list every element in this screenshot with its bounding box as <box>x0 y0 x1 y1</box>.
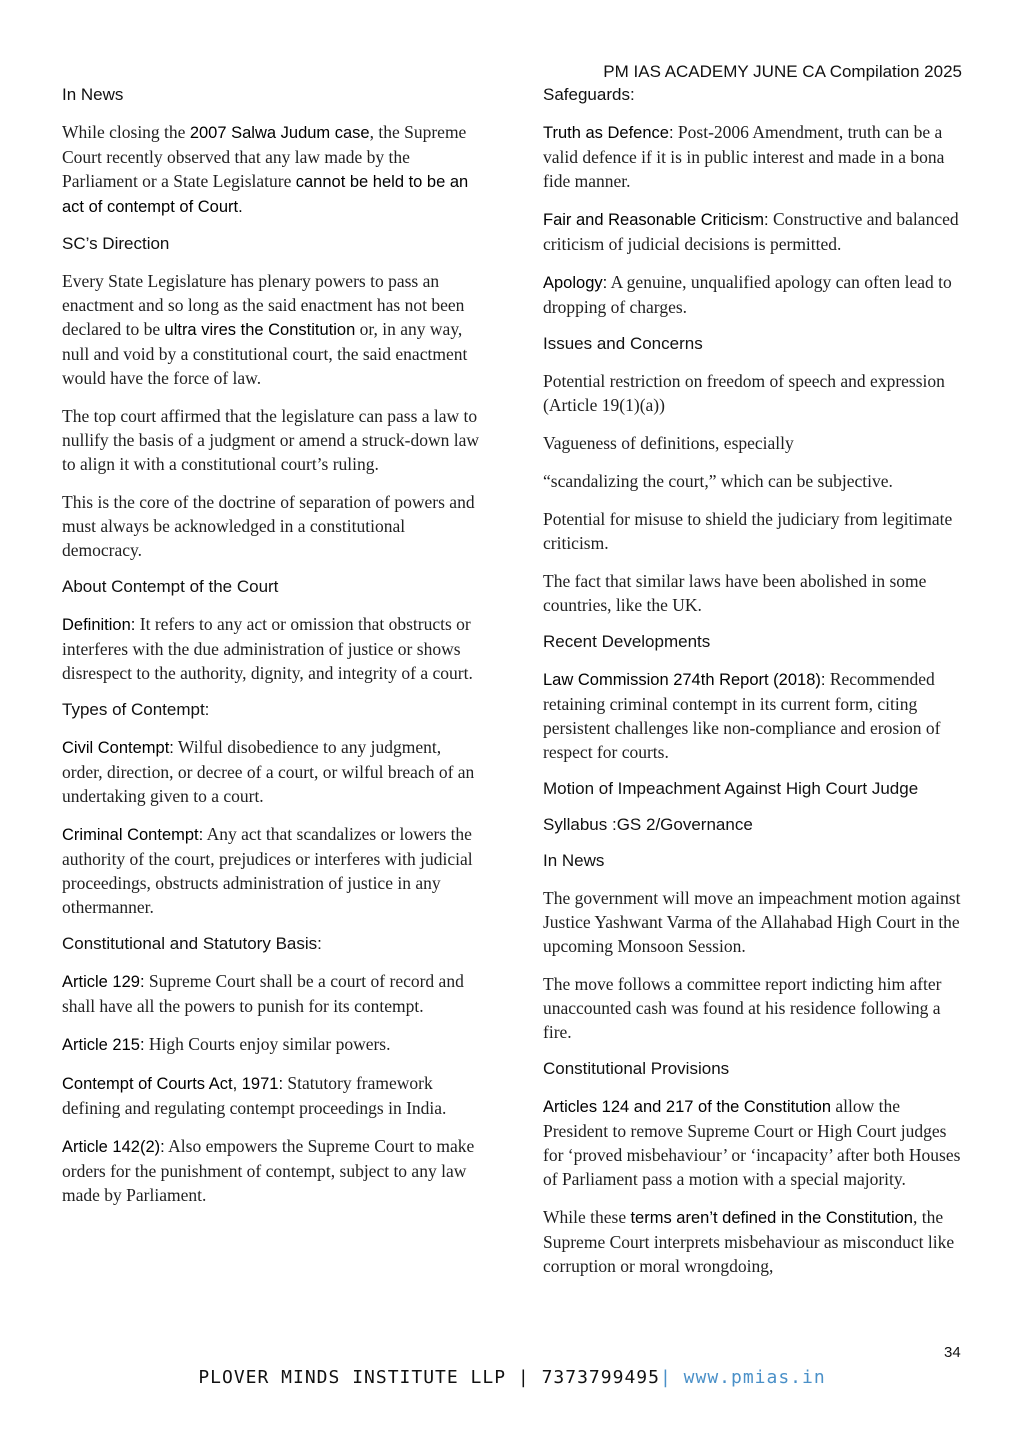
page-footer <box>0 1367 1024 1388</box>
issue-misuse: Potential for misuse to shield the judiciary from legitimate criticism. <box>543 509 953 553</box>
page-number: 34 <box>944 1344 961 1361</box>
right-column <box>543 84 965 1292</box>
law-commission-paragraph: Law Commission 274th Report (2018): Recommended retaining criminal contempt in its current form, citing persistent challenges like non-compliance and erosion of respect for courts. <box>543 669 941 762</box>
left-column <box>62 84 484 1221</box>
issue-vagueness: Vagueness of definitions, especially <box>543 433 794 453</box>
impeachment-heading: Motion of Impeachment Against High Court Judge <box>543 779 919 798</box>
misbehaviour-paragraph: While these terms aren’t defined in the Constitution, the Supreme Court interprets misbehaviour as misconduct like corruption or moral wrongdoing, <box>543 1207 955 1276</box>
articles-124-217-paragraph: Articles 124 and 217 of the Constitution allow the President to remove Supreme Court or High Court judges for ‘proved misbehaviour’ or ‘incapacity’ after both Houses of Parliament pass a motion with a special majority. <box>543 1096 961 1189</box>
contempt-act-paragraph: Contempt of Courts Act, 1971: Statutory framework defining and regulating contempt proceedings in India. <box>62 1073 447 1118</box>
sc-direction-heading: SC’s Direction <box>62 234 170 253</box>
basis-heading: Constitutional and Statutory Basis: <box>62 934 322 953</box>
committee-report-paragraph: The move follows a committee report indicting him after unaccounted cash was found at his residence following a fire. <box>543 974 942 1042</box>
safeguards-heading: Safeguards: <box>543 85 635 104</box>
footer-website-link[interactable]: www.pmias.in <box>683 1367 826 1388</box>
in-news-heading-2: In News <box>543 851 605 870</box>
issue-abolished: The fact that similar laws have been abolished in some countries, like the UK. <box>543 571 927 615</box>
civil-contempt-paragraph: Civil Contempt: Wilful disobedience to any judgment, order, direction, or decree of a court, or wilful breach of an undertaking given to a court. <box>62 737 475 806</box>
article-142-paragraph: Article 142(2): Also empowers the Supreme Court to make orders for the punishment of contempt, subject to any law made by Parliament. <box>62 1136 475 1205</box>
types-heading: Types of Contempt: <box>62 700 210 719</box>
in-news-heading: In News <box>62 85 124 104</box>
legislature-paragraph: The top court affirmed that the legislature can pass a law to nullify the basis of a judgment or amend a struck-down law to align it with a constitutional court’s ruling. <box>62 406 479 474</box>
apology-paragraph: Apology: A genuine, unqualified apology can often lead to dropping of charges. <box>543 272 952 317</box>
footer-org: PLOVER MINDS INSTITUTE LLP | 7373799495 <box>198 1367 660 1388</box>
intro-paragraph: While closing the 2007 Salwa Judum case, the Supreme Court recently observed that any law made by the Parliament or a State Legislature cannot be held to be an act of contempt of Court. <box>62 122 469 216</box>
issue-scandalizing: “scandalizing the court,” which can be subjective. <box>543 471 893 491</box>
definition-paragraph: Definition: It refers to any act or omission that obstructs or interferes with the due administration of justice or shows disrespect to the authority, dignity, and integrity of a court. <box>62 614 473 683</box>
truth-defence-paragraph: Truth as Defence: Post-2006 Amendment, truth can be a valid defence if it is in public interest and made in a bona fide manner. <box>543 122 945 191</box>
criminal-contempt-paragraph: Criminal Contempt: Any act that scandalizes or lowers the authority of the court, prejudices or interferes with judicial proceedings, obstructs administration of justice in any othermanner. <box>62 824 473 917</box>
article-129-paragraph: Article 129: Supreme Court shall be a court of record and shall have all the powers to punish for its contempt. <box>62 971 464 1016</box>
constitutional-provisions-heading: Constitutional Provisions <box>543 1059 730 1078</box>
separation-paragraph: This is the core of the doctrine of separation of powers and must always be acknowledged in a constitutional democracy. <box>62 492 475 560</box>
about-contempt-heading: About Contempt of the Court <box>62 577 279 596</box>
fair-criticism-paragraph: Fair and Reasonable Criticism: Constructive and balanced criticism of judicial decisions is permitted. <box>543 209 959 254</box>
footer-separator: | <box>659 1367 684 1388</box>
running-header: PM IAS ACADEMY JUNE CA Compilation 2025 <box>603 62 962 81</box>
syllabus-heading: Syllabus :GS 2/Governance <box>543 815 753 834</box>
sc-direction-paragraph: Every State Legislature has plenary powers to pass an enactment and so long as the said enactment has not been declared to be ultra vires the Constitution or, in any way, null and void by a constitutional court, the said enactment would have the force of law. <box>62 271 468 388</box>
article-215-paragraph: Article 215: High Courts enjoy similar powers. <box>62 1034 391 1054</box>
impeachment-motion-paragraph: The government will move an impeachment motion against Justice Yashwant Varma of the Allahabad High Court in the upcoming Monsoon Session. <box>543 888 961 956</box>
recent-developments-heading: Recent Developments <box>543 632 711 651</box>
issues-heading: Issues and Concerns <box>543 334 703 353</box>
issue-speech: Potential restriction on freedom of speech and expression (Article 19(1)(a)) <box>543 371 945 415</box>
